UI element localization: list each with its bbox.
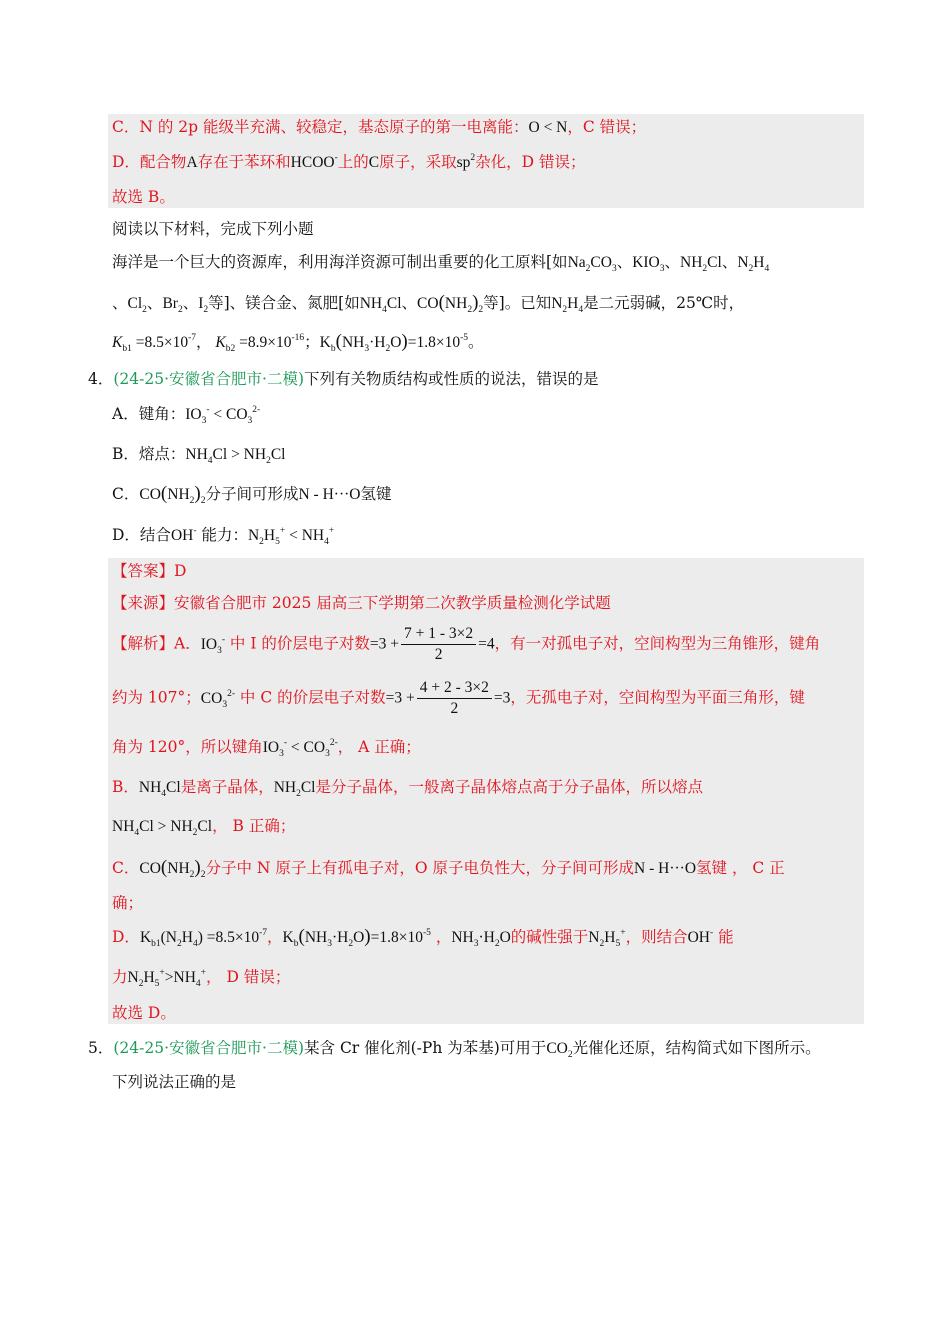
q4-analysis-b-line1: B．$NH_4Cl$是离子晶体，$NH_2Cl$是分子晶体，一般离子晶体熔点高于分子晶体，所以熔点: [112, 778, 704, 799]
q4-option-d: D．结合OH- 能力：$N_2H_5^+ < NH_4^+$: [112, 526, 335, 547]
q4-option-a: A．键角：$IO_3^- < CO_3^{2-}$: [112, 405, 261, 426]
q4-answer: 【答案】D: [112, 562, 187, 580]
material-line-3: $K_{b1} =8.5\times 10^{-7}$， $K_{b2} =8.9\times 10^{-16}$；$K_b(NH_3\cdot H_2O)=1.8\times 10^{-5}$。: [112, 331, 484, 354]
material-line-2: 、$Cl_2$、$Br_2$、$I_2$等]、镁合金、氮肥[如$NH_4Cl$、$CO(NH_2)_2$等]。已知$N_2H_4$是二元弱碱，25℃时，: [112, 292, 745, 315]
q4-analysis-choose: 故选 D。: [112, 1004, 176, 1022]
prev-analysis-c: C．N 的 2p 能级半充满、较稳定，基态原子的第一电离能：O < N，C 错误；: [112, 118, 647, 136]
q4-analysis-b-line2: $NH_4Cl > NH_2Cl$， B 正确；: [112, 817, 296, 838]
q5-stem-line1: 5．(24-25·安徽省合肥市·二模)某含 Cr 催化剂(-Ph 为苯基)可用于$CO_2$光催化还原，结构简式如下图所示。: [88, 1039, 821, 1060]
q4-option-b: B．熔点：$NH_4Cl > NH_2Cl$: [112, 445, 286, 466]
q4-analysis-c-line1: C．$CO(NH_2)_2$分子中 N 原子上有孤电子对，O 原子电负性大，分子间可形成N - H···O氢键 ， C 正: [112, 857, 785, 880]
q4-analysis-a-line1: 【解析】A．$IO_3^-$ 中 I 的价层电子对数=3 + $\frac{7 + 1 - 3\times 2}{2}$ =4，有一对孤电子对，空间构型为三角锥形，键角: [112, 625, 821, 663]
material-intro: 阅读以下材料，完成下列小题: [112, 220, 314, 238]
material-line-1: 海洋是一个巨大的资源库，利用海洋资源可制出重要的化工原料[如$Na_2CO_3$、$KIO_3$、$NH_2Cl$、$N_2H_4$: [112, 253, 770, 274]
q4-source: 【来源】安徽省合肥市 2025 届高三下学期第二次教学质量检测化学试题: [112, 594, 611, 612]
q4-stem: 4．(24-25·安徽省合肥市·二模)下列有关物质结构或性质的说法，错误的是: [88, 370, 599, 388]
q4-analysis-d-line1: D．$K_{b1}(N_2H_4) =8.5\times 10^{-7}$，$K_b(NH_3\cdot H_2O)=1.8\times 10^{-5}$ ，$NH_3\cdot H_2O$的碱性强于$N_2H_5^+$，则结合OH- 能: [112, 926, 734, 949]
prev-analysis-d: D．配合物A存在于苯环和HCOO-上的C原子，采取$sp^2$杂化，D 错误；: [112, 153, 586, 171]
q4-analysis-d-line2: 力$N_2H_5^+>NH_4^+$， D 错误；: [112, 968, 291, 989]
q4-analysis-a-line2: 约为 107°；$CO_3^{2-}$ 中 C 的价层电子对数=3 + $\frac{4 + 2 - 3\times 2}{2}$ =3，无孤电子对，空间构型为平面三角形，键: [112, 679, 805, 717]
q4-analysis-a-line3: 角为 120°，所以键角$IO_3^- < CO_3^{2-}$， A 正确；: [112, 738, 421, 759]
q4-option-c: C．$CO(NH_2)_2$分子间可形成N - H···O氢键: [112, 483, 392, 506]
prev-analysis-choose: 故选 B。: [112, 188, 175, 206]
q5-stem-line2: 下列说法正确的是: [112, 1073, 237, 1091]
q4-analysis-c-line2: 确；: [112, 894, 144, 912]
